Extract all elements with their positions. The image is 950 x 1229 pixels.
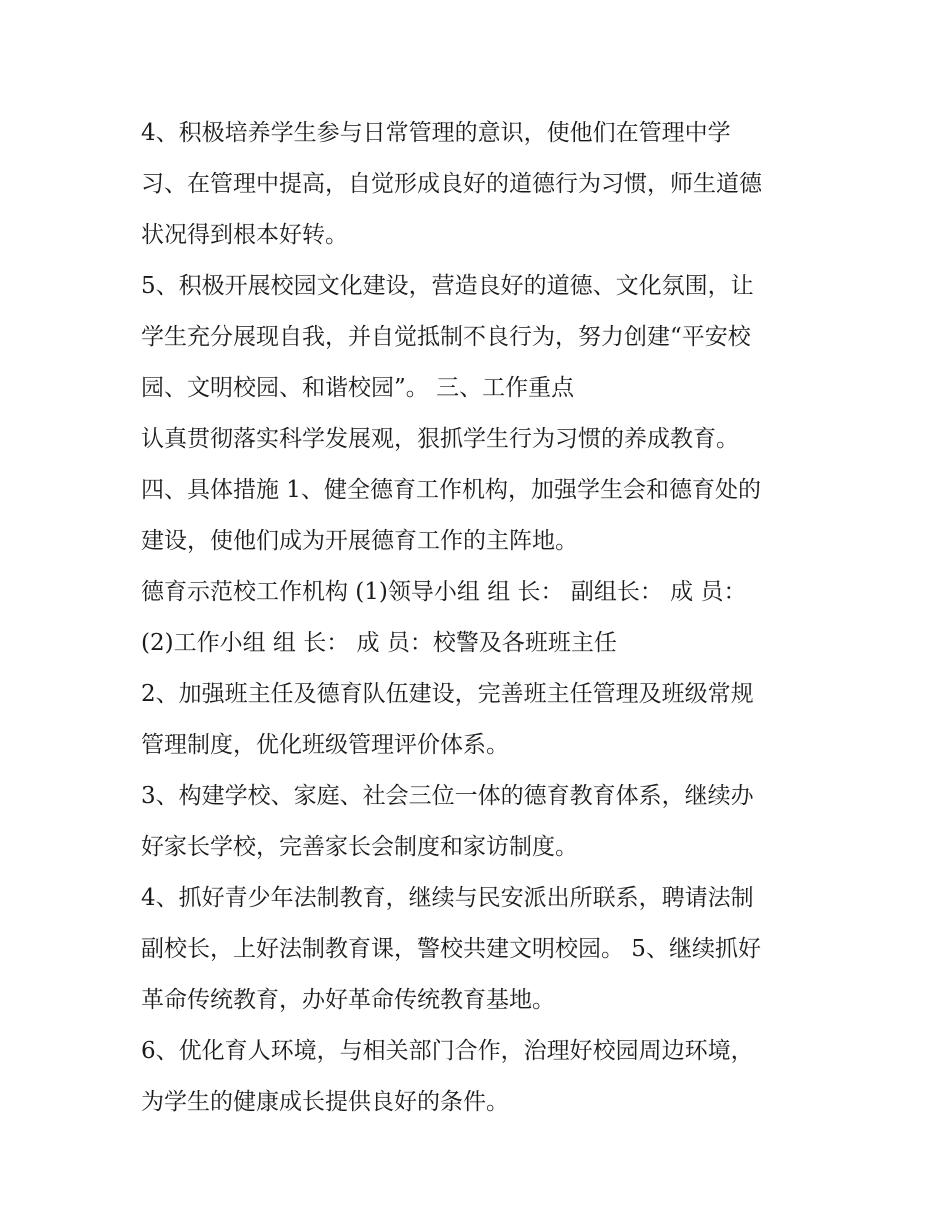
text-line: 5、积极开展校园文化建设，营造良好的道德、文化氛围，让: [141, 273, 754, 299]
text-line: 建设，使他们成为开展德育工作的主阵地。: [141, 528, 578, 554]
text-line: 学生充分展现自我，并自觉抵制不良行为，努力创建“平安校: [141, 324, 751, 350]
text-line: 6、优化育人环境，与相关部门合作，治理好校园周边环境，: [141, 1038, 754, 1064]
document-body: [141, 108, 821, 1128]
text-line: 认真贯彻落实科学发展观，狠抓学生行为习惯的养成教育。: [141, 426, 739, 452]
text-line: 好家长学校，完善家长会制度和家访制度。: [141, 834, 578, 860]
text-line: 4、抓好青少年法制教育，继续与民安派出所联系，聘请法制: [141, 885, 754, 911]
text-line: 2、加强班主任及德育队伍建设，完善班主任管理及班级常规: [141, 681, 754, 707]
text-line: 4、积极培养学生参与日常管理的意识，使他们在管理中学: [141, 120, 731, 146]
text-line: 状况得到根本好转。: [141, 222, 348, 248]
text-line: (2)工作小组 组 长： 成 员：校警及各班班主任: [141, 630, 617, 656]
text-line: 副校长，上好法制教育课，警校共建文明校园。 5、继续抓好: [141, 936, 761, 962]
text-line: 习、在管理中提高，自觉形成良好的道德行为习惯，师生道德: [141, 171, 762, 197]
text-line: 园、文明校园、和谐校园”。 三、工作重点: [141, 375, 575, 401]
text-line: 四、具体措施 1、健全德育工作机构，加强学生会和德育处的: [141, 477, 761, 503]
text-line: 管理制度，优化班级管理评价体系。: [141, 732, 509, 758]
text-line: 3、构建学校、家庭、社会三位一体的德育教育体系，继续办: [141, 783, 754, 809]
text-line: 为学生的健康成长提供良好的条件。: [141, 1089, 509, 1115]
text-line: 革命传统教育，办好革命传统教育基地。: [141, 987, 555, 1013]
text-line: 德育示范校工作机构 (1)领导小组 组 长： 副组长： 成 员：: [141, 579, 747, 605]
